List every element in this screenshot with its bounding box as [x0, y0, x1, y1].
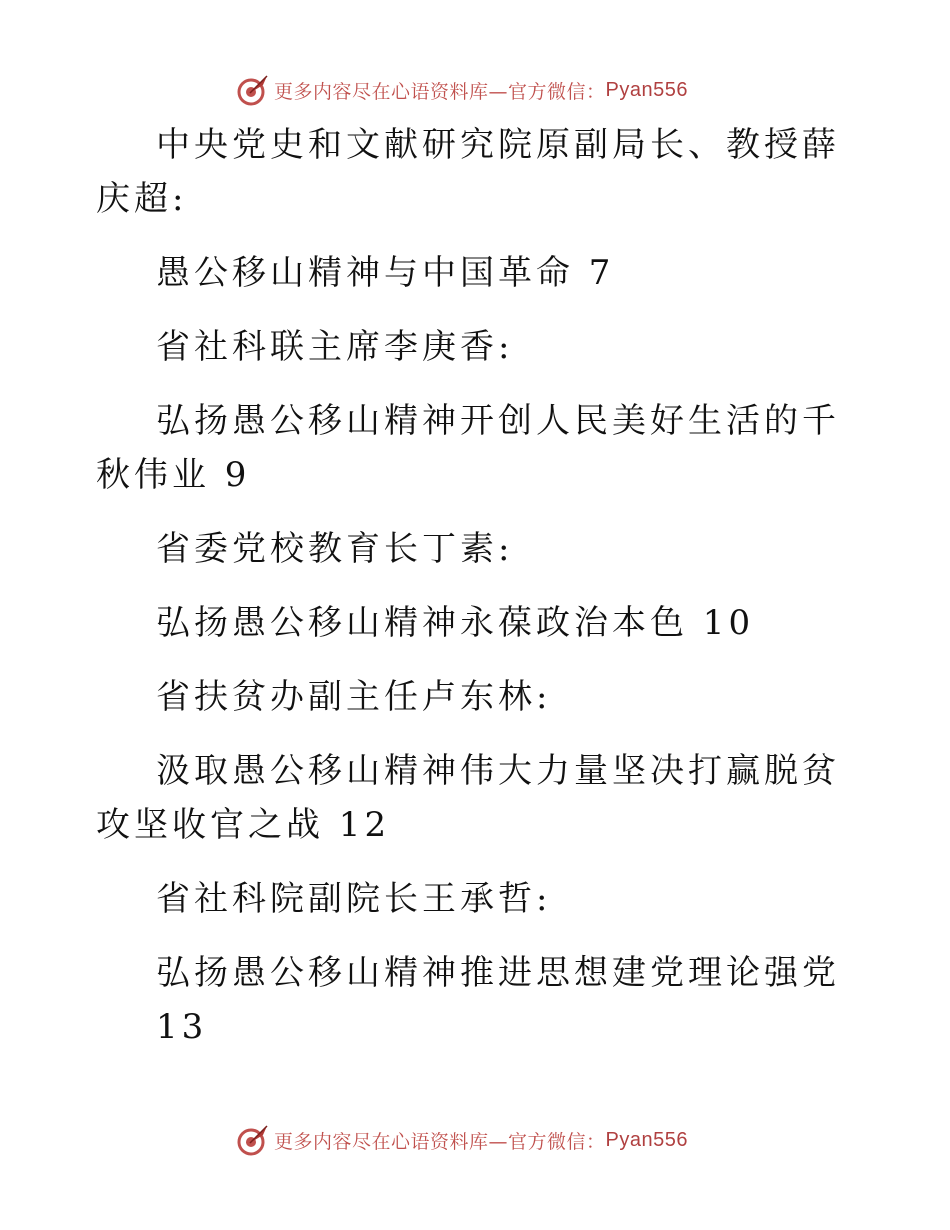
- paragraph-author-3: 省委党校教育长丁素:: [156, 529, 514, 569]
- watermark-header: [236, 72, 716, 108]
- watermark-text: 更多内容尽在心语资料库—官方微信：: [274, 1130, 606, 1153]
- paragraph-author-1: 中央党史和文献研究院原副局长、教授薛庆超:: [96, 125, 840, 219]
- document-body: [96, 118, 856, 1074]
- paragraph-author-2: 省社科联主席李庚香:: [156, 327, 514, 367]
- paragraph-page-number-5: 13: [156, 1007, 208, 1047]
- paragraph-title-4: 汲取愚公移山精神伟大力量坚决打赢脱贫攻坚收官之战 12: [96, 751, 840, 845]
- watermark-footer: [236, 1122, 716, 1158]
- watermark-account: Pyan556: [605, 78, 688, 101]
- paragraph-author-4: 省扶贫办副主任卢东林:: [156, 677, 552, 717]
- quill-logo-icon: [236, 73, 270, 107]
- paragraph-title-1: 愚公移山精神与中国革命 7: [156, 253, 615, 293]
- quill-logo-icon: [236, 1123, 270, 1157]
- watermark-account: Pyan556: [605, 1128, 688, 1151]
- paragraph-title-3: 弘扬愚公移山精神永葆政治本色 10: [156, 603, 755, 643]
- paragraph-title-5: 弘扬愚公移山精神推进思想建党理论强党: [156, 953, 840, 993]
- paragraph-author-5: 省社科院副院长王承哲:: [156, 879, 552, 919]
- paragraph-title-2: 弘扬愚公移山精神开创人民美好生活的千秋伟业 9: [96, 401, 840, 495]
- watermark-text: 更多内容尽在心语资料库—官方微信：: [274, 80, 606, 103]
